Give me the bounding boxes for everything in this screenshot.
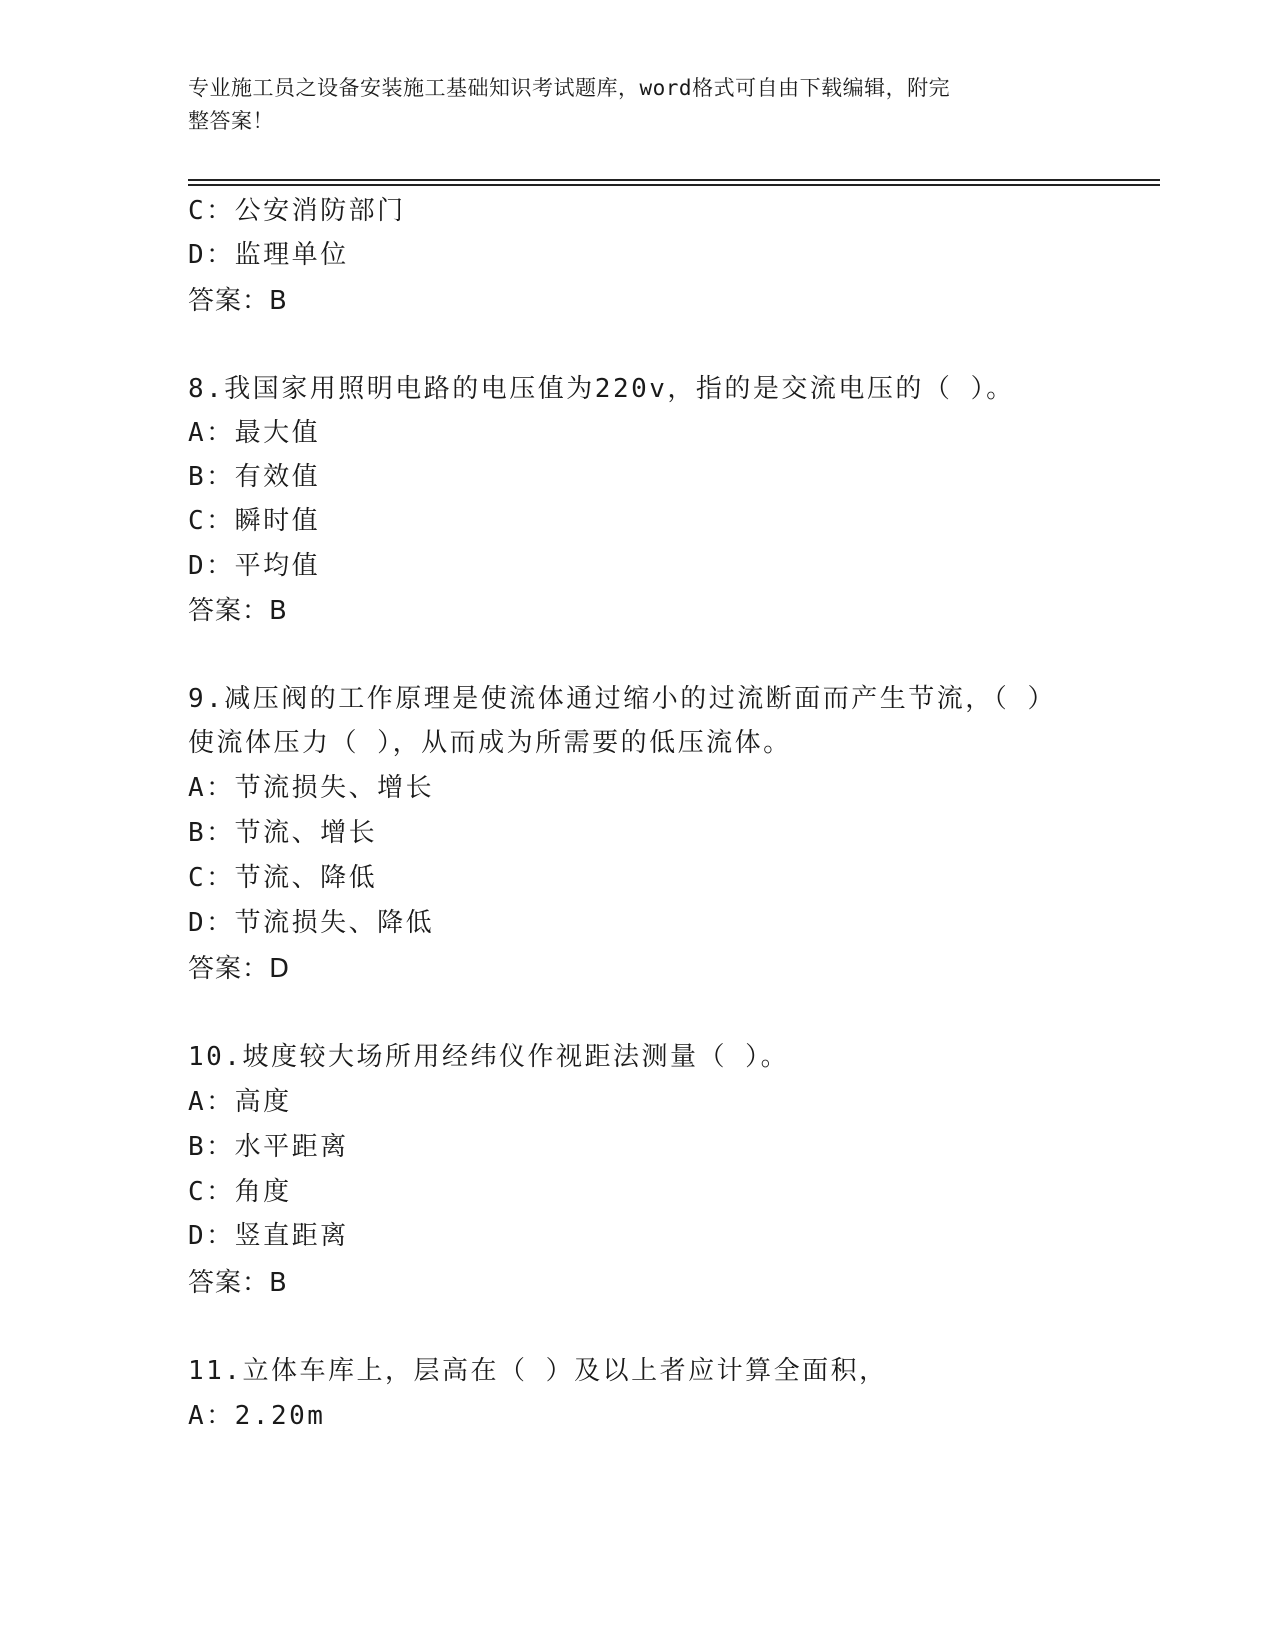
prev-option-d: D：监理单位 [188, 240, 349, 270]
q9-text-line-2: 使流体压力（ ），从而成为所需要的低压流体。 [188, 728, 792, 758]
q10-option-c: C：角度 [188, 1177, 292, 1207]
header-rule-bottom [188, 184, 1160, 186]
q9-option-a: A：节流损失、增长 [188, 773, 435, 803]
q9-option-c: C：节流、降低 [188, 863, 378, 893]
q11-text: 11.立体车库上，层高在（ ）及以上者应计算全面积， [188, 1356, 888, 1386]
header-rule-top [188, 179, 1160, 181]
q8-option-d: D：平均值 [188, 551, 321, 581]
header-line-2: 整答案！ [188, 109, 274, 133]
q11-option-a: A：2.20m [188, 1401, 326, 1431]
q8-option-b: B：有效值 [188, 462, 321, 492]
q10-option-a: A：高度 [188, 1087, 292, 1117]
q9-option-d: D：节流损失、降低 [188, 908, 435, 938]
q10-answer: 答案：B [188, 1268, 288, 1298]
q8-option-c: C：瞬时值 [188, 506, 321, 536]
q10-text: 10.坡度较大场所用经纬仪作视距法测量（ ）。 [188, 1042, 790, 1072]
q9-text-line-1: 9.减压阀的工作原理是使流体通过缩小的过流断面而产生节流，（ ） [188, 684, 1056, 714]
q8-answer: 答案：B [188, 596, 288, 626]
q9-option-b: B：节流、增长 [188, 818, 378, 848]
q10-option-d: D：竖直距离 [188, 1221, 349, 1251]
q9-answer: 答案：D [188, 954, 291, 984]
prev-answer: 答案：B [188, 286, 288, 316]
prev-option-c: C：公安消防部门 [188, 196, 406, 226]
document-header [188, 72, 1068, 138]
q8-text: 8.我国家用照明电路的电压值为220v，指的是交流电压的（ ）。 [188, 374, 1015, 404]
q8-option-a: A：最大值 [188, 418, 321, 448]
header-line-1: 专业施工员之设备安装施工基础知识考试题库，word格式可自由下载编辑，附完 [188, 76, 951, 100]
q10-option-b: B：水平距离 [188, 1132, 349, 1162]
